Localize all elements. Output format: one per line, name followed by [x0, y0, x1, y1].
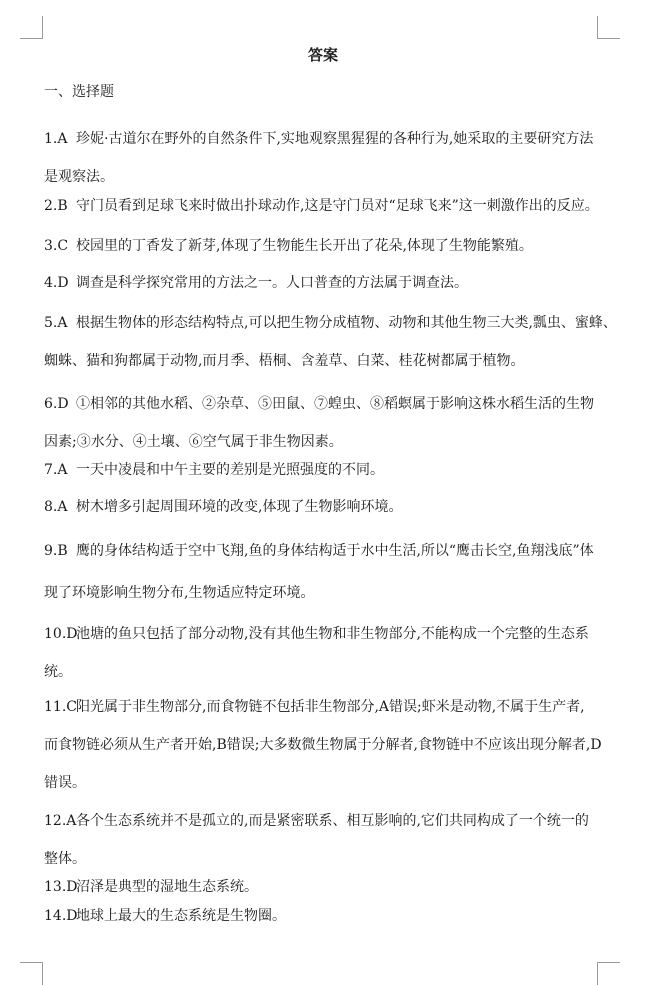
- answer-number: 7.A: [44, 462, 68, 478]
- answer-line: [44, 906, 604, 926]
- answer-item: [44, 304, 617, 380]
- page-corner-mark-bottom-right: [597, 962, 620, 985]
- answer-item: [44, 236, 604, 256]
- answer-line: [44, 802, 604, 840]
- answer-line: [44, 196, 604, 216]
- answer-line: [44, 236, 604, 256]
- answer-line: 而食物链必须从生产者开始,B错误;大多数微生物属于分解者,食物链中不应该出现分解者,D: [44, 737, 602, 753]
- answer-item: [44, 530, 604, 614]
- answer-line: 因素;③水分、④土壤、⑥空气属于非生物因素。: [44, 434, 343, 450]
- answer-number: 5.A: [44, 315, 68, 331]
- answer-number: 9.B: [44, 543, 68, 559]
- answer-line: 现了环境影响生物分布,生物适应特定环境。: [44, 585, 315, 601]
- answer-item: [44, 688, 604, 802]
- answer-number: 8.A: [44, 499, 68, 515]
- answer-line: [44, 385, 604, 423]
- answer-line: 错误。: [44, 775, 86, 791]
- answer-text: 一天中凌晨和中午主要的差别是光照强度的不同。: [76, 462, 384, 478]
- answer-line: [44, 530, 604, 572]
- answer-number: 13.D: [44, 879, 78, 895]
- answer-number: 2.B: [44, 198, 68, 214]
- answer-number: 12.A: [44, 813, 77, 829]
- answer-line: [44, 497, 604, 517]
- answer-number: 1.A: [44, 131, 68, 147]
- answer-text: 鹰的身体结构适于空中飞翔,鱼的身体结构适于水中生活,所以“鹰击长空,鱼翔浅底”体: [76, 543, 594, 559]
- answer-item: [44, 497, 604, 517]
- answer-text: 校园里的丁香发了新芽,体现了生物能生长开出了花朵,体现了生物能繁殖。: [76, 238, 533, 254]
- answer-number: 3.C: [44, 238, 69, 254]
- answer-text: 树木增多引起周围环境的改变,体现了生物影响环境。: [76, 499, 403, 515]
- answer-item: [44, 460, 604, 480]
- answer-item: [44, 120, 604, 196]
- answer-line: [44, 273, 604, 293]
- answer-text: 调查是科学探究常用的方法之一。人口普查的方法属于调查法。: [76, 275, 468, 291]
- answer-item: [44, 802, 604, 878]
- answer-item: [44, 385, 604, 461]
- page-corner-mark-top-left: [20, 16, 43, 39]
- answer-text: 各个生态系统并不是孤立的,而是紧密联系、相互影响的,它们共同构成了一个统一的: [76, 813, 589, 829]
- answer-line: [44, 877, 604, 897]
- answer-text: 沼泽是典型的湿地生态系统。: [76, 879, 258, 895]
- answer-text: 守门员看到足球飞来时做出扑球动作,这是守门员对“足球飞来”这一刺激作出的反应。: [76, 198, 599, 214]
- answer-item: [44, 196, 604, 216]
- answer-line: [44, 615, 604, 653]
- answer-line: 蜘蛛、猫和狗都属于动物,而月季、梧桐、含羞草、白菜、桂花树都属于植物。: [44, 353, 525, 369]
- page-title: 答案: [307, 46, 338, 64]
- answer-text: ①相邻的其他水稻、②杂草、⑤田鼠、⑦蝗虫、⑧稻螟属于影响这株水稻生活的生物: [76, 396, 594, 412]
- answer-number: 10.D: [44, 626, 78, 642]
- answer-line: [44, 120, 604, 158]
- answer-number: 11.C: [44, 699, 77, 715]
- answer-item: [44, 877, 604, 897]
- answer-line: [44, 688, 604, 726]
- answer-item: [44, 906, 604, 926]
- page-corner-mark-bottom-left: [20, 962, 43, 985]
- answer-number: 14.D: [44, 908, 78, 924]
- section-heading: 一、选择题: [44, 84, 114, 100]
- answer-line: 统。: [44, 664, 72, 680]
- answer-item: [44, 615, 604, 691]
- answer-item: [44, 273, 604, 293]
- answer-text: 根据生物体的形态结构特点,可以把生物分成植物、动物和其他生物三大类,瓢虫、蜜蜂、: [76, 315, 617, 331]
- answer-line: [44, 304, 617, 342]
- answer-line: 是观察法。: [44, 169, 114, 185]
- answer-line: 整体。: [44, 851, 86, 867]
- answer-text: 地球上最大的生态系统是生物圈。: [76, 908, 286, 924]
- answer-text: 珍妮·古道尔在野外的自然条件下,实地观察黑猩猩的各种行为,她采取的主要研究方法: [76, 131, 594, 147]
- answer-text: 池塘的鱼只包括了部分动物,没有其他生物和非生物部分,不能构成一个完整的生态系: [76, 626, 589, 642]
- page-corner-mark-top-right: [597, 16, 620, 39]
- answer-line: [44, 460, 604, 480]
- answer-number: 6.D: [44, 396, 69, 412]
- answer-text: 阳光属于非生物部分,而食物链不包括非生物部分,A错误;虾米是动物,不属于生产者,: [76, 699, 585, 715]
- answer-number: 4.D: [44, 275, 69, 291]
